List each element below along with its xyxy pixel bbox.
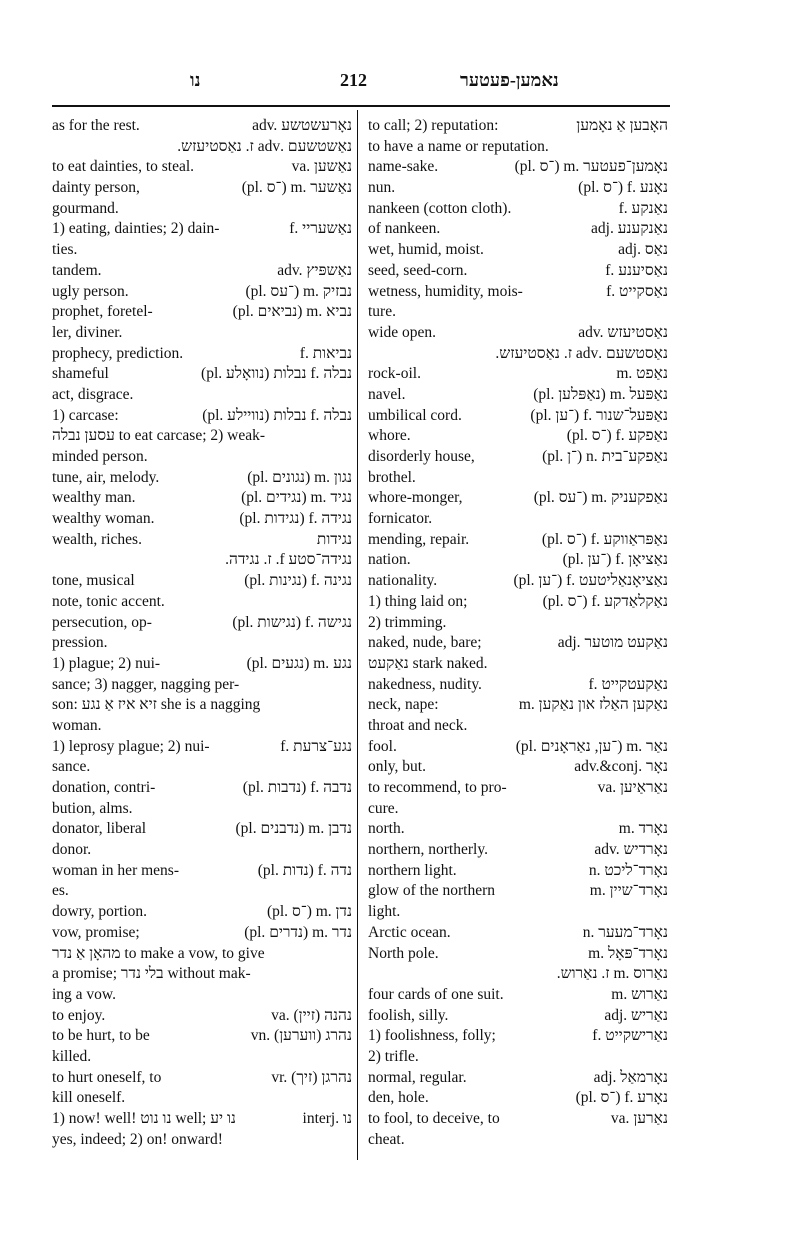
dictionary-line xyxy=(368,364,668,385)
dictionary-line xyxy=(368,302,668,323)
dictionary-line xyxy=(368,1088,668,1109)
entry-text: disorderly house, xyxy=(368,448,475,465)
right-column xyxy=(368,116,668,1150)
dictionary-line xyxy=(368,1130,668,1151)
dictionary-line xyxy=(368,840,668,861)
dictionary-line xyxy=(52,902,352,923)
dictionary-line xyxy=(368,426,668,447)
dictionary-line xyxy=(368,923,668,944)
dictionary-line xyxy=(52,282,352,303)
entry-text: son: זיא איז אַ נגע she is a nagging xyxy=(52,696,261,714)
entry-text: bution, alms. xyxy=(52,799,133,817)
headword: vn. (ווערען) נהרג xyxy=(250,1027,352,1045)
dictionary-line xyxy=(52,1130,352,1151)
entry-text: of nankeen. xyxy=(368,220,441,238)
dictionary-line xyxy=(368,654,668,675)
header-right: נאמען-פעטער xyxy=(460,70,559,90)
headword: (pl. ־ס) m. נאָמען־פעטער xyxy=(514,158,668,176)
entry-text: ture. xyxy=(368,303,396,321)
dictionary-line xyxy=(52,530,352,551)
entry-text: 2) trimming. xyxy=(368,613,447,631)
entry-text: 1) foolishness, folly; xyxy=(368,1027,496,1045)
entry-text: fool. xyxy=(368,737,397,755)
headword: (pl. ־ס) f. נאַפקע xyxy=(566,427,668,445)
entry-text: עסען נבלה to eat carcase; 2) weak- xyxy=(52,427,266,445)
headword: f. נאַסיענע xyxy=(605,261,668,279)
header-rule xyxy=(52,105,670,107)
dictionary-line xyxy=(52,592,352,613)
entry-text: mending, repair. xyxy=(368,530,470,548)
headword: va. (זיין) נהנה xyxy=(271,1006,352,1024)
entry-text: normal, regular. xyxy=(368,1068,467,1086)
dictionary-line xyxy=(52,1026,352,1047)
entry-text: to recommend, to pro- xyxy=(368,779,507,796)
headword: f. נביאות xyxy=(299,344,352,362)
dictionary-line xyxy=(368,737,668,758)
entry-text: wide open. xyxy=(368,323,437,341)
headword: (pl. נגינות) f. נגינה xyxy=(244,572,352,590)
headword: va. נאַרען xyxy=(610,1110,668,1127)
dictionary-line xyxy=(52,240,352,261)
entry-text: donation, contri- xyxy=(52,779,156,796)
dictionary-line xyxy=(368,509,668,530)
entry-text: minded person. xyxy=(52,448,148,465)
dictionary-line xyxy=(52,178,352,199)
entry-text: sance. xyxy=(52,758,91,776)
dictionary-line xyxy=(52,302,352,323)
entry-text: umbilical cord. xyxy=(368,406,462,424)
entry-text: to fool, to deceive, to xyxy=(368,1110,500,1127)
dictionary-line xyxy=(52,219,352,240)
headword: (pl. נגידים) m. נגיד xyxy=(241,489,352,507)
dictionary-line xyxy=(52,488,352,509)
dictionary-line xyxy=(52,406,352,427)
entry-text: ties. xyxy=(52,241,78,259)
headword: נגידות xyxy=(316,530,352,548)
entry-text: vow, promise; xyxy=(52,923,140,941)
entry-text: name-sake. xyxy=(368,158,439,176)
entry-text: 1) carcase: xyxy=(52,406,119,424)
entry-text: neck, nape: xyxy=(368,696,439,714)
dictionary-line xyxy=(368,757,668,778)
headword: נאַסטשעם .adv ז. נאַסטיעזש. xyxy=(495,344,668,362)
entry-text: wetness, humidity, mois- xyxy=(368,282,523,300)
entry-text: Arctic ocean. xyxy=(368,923,451,941)
dictionary-line xyxy=(52,985,352,1006)
dictionary-line xyxy=(368,716,668,737)
headword: interj. נו xyxy=(302,1110,352,1127)
headword: f. נאַקעטקייט xyxy=(588,675,668,693)
dictionary-line xyxy=(52,633,352,654)
dictionary-line xyxy=(368,488,668,509)
dictionary-line xyxy=(368,881,668,902)
dictionary-line xyxy=(368,323,668,344)
headword: (pl. נביאים) m. נביא xyxy=(232,303,352,321)
entry-text: seed, seed-corn. xyxy=(368,261,468,279)
entry-text: wet, humid, moist. xyxy=(368,241,484,259)
entry-text: 1) leprosy plague; 2) nui- xyxy=(52,737,210,755)
entry-text: woman in her mens- xyxy=(52,861,179,879)
headword: f. נאַנקע xyxy=(618,199,668,217)
entry-text: cure. xyxy=(368,799,399,817)
headword: (pl. ־ס) m. נדן xyxy=(266,903,352,921)
dictionary-line xyxy=(52,550,352,571)
entry-text: 1) eating, dainties; 2) dain- xyxy=(52,220,220,238)
entry-text: to be hurt, to be xyxy=(52,1027,150,1045)
dictionary-line xyxy=(368,1026,668,1047)
dictionary-line xyxy=(52,757,352,778)
dictionary-line xyxy=(52,944,352,965)
entry-text: ing a vow. xyxy=(52,985,116,1003)
entry-text: northern, northerly. xyxy=(368,841,488,859)
dictionary-line xyxy=(52,509,352,530)
entry-text: 1) thing laid on; xyxy=(368,592,468,610)
headword: adv. נאָרדיש xyxy=(594,841,668,859)
dictionary-line xyxy=(52,385,352,406)
headword: m. נאַרוש xyxy=(611,985,668,1003)
dictionary-line xyxy=(52,426,352,447)
entry-text: nakedness, nudity. xyxy=(368,675,482,693)
headword: (pl. ־ס) f. נאָרע xyxy=(575,1089,668,1107)
dictionary-line xyxy=(368,406,668,427)
headword: (pl. ־ס) f. נאַקלאַדקע xyxy=(542,592,668,610)
entry-text: rock-oil. xyxy=(368,365,421,383)
entry-text: northern light. xyxy=(368,861,457,879)
entry-text: note, tonic accent. xyxy=(52,592,165,610)
headword: va. נאַשען xyxy=(291,158,352,176)
entry-text: to have a name or reputation. xyxy=(368,137,549,155)
entry-text: nationality. xyxy=(368,572,438,590)
entry-text: to enjoy. xyxy=(52,1006,106,1024)
headword: (pl. ־ען, נאַראָנים) m. נאַר xyxy=(515,737,668,755)
headword: vr. (זיך) נהרגן xyxy=(271,1068,352,1086)
headword: f. נאַסקייט xyxy=(606,282,668,300)
entry-text: sance; 3) nagger, nagging per- xyxy=(52,675,240,693)
headword: (pl. ־ען) f. נאַפּעל־שנור xyxy=(530,406,668,424)
dictionary-line xyxy=(368,1109,668,1130)
entry-text: whore. xyxy=(368,427,411,445)
dictionary-line xyxy=(368,799,668,820)
entry-text: נאַקעט stark naked. xyxy=(368,654,488,672)
dictionary-line xyxy=(52,799,352,820)
entry-text: killed. xyxy=(52,1047,92,1065)
dictionary-line xyxy=(52,157,352,178)
entry-text: to eat dainties, to steal. xyxy=(52,158,195,176)
dictionary-line xyxy=(52,613,352,634)
headword: m. נאָרד xyxy=(618,820,668,838)
dictionary-line xyxy=(368,985,668,1006)
dictionary-line xyxy=(52,675,352,696)
entry-text: woman. xyxy=(52,716,102,734)
headword: adv.&conj. נאָר xyxy=(574,758,668,776)
entry-text: nankeen (cotton cloth). xyxy=(368,199,512,217)
dictionary-line xyxy=(52,861,352,882)
dictionary-line xyxy=(368,695,668,716)
headword: n. נאָרד־ליכט xyxy=(588,861,668,879)
dictionary-line xyxy=(368,550,668,571)
entry-text: wealth, riches. xyxy=(52,530,142,548)
entry-text: tandem. xyxy=(52,261,102,279)
headword: f. נאַרישקייט xyxy=(592,1027,668,1045)
entry-text: naked, nude, bare; xyxy=(368,634,482,652)
entry-text: donator, liberal xyxy=(52,820,147,838)
dictionary-line xyxy=(368,1047,668,1068)
headword: נאַרוס .m ז. נאַרוש. xyxy=(556,965,668,983)
entry-text: glow of the northern xyxy=(368,882,495,900)
dictionary-line xyxy=(52,695,352,716)
dictionary-line xyxy=(52,737,352,758)
headword: (pl. נדות) f. נדה xyxy=(257,861,352,879)
dictionary-line xyxy=(52,364,352,385)
entry-text: North pole. xyxy=(368,944,439,962)
dictionary-line xyxy=(368,571,668,592)
entry-text: 1) plague; 2) nui- xyxy=(52,654,161,672)
dictionary-line xyxy=(368,778,668,799)
dictionary-line xyxy=(368,1006,668,1027)
entry-text: prophecy, prediction. xyxy=(52,344,184,362)
dictionary-line xyxy=(368,157,668,178)
dictionary-line xyxy=(368,530,668,551)
dictionary-line xyxy=(52,447,352,468)
headword: (pl. ־ען) f. נאַציאָנאַליטעט xyxy=(513,572,668,590)
dictionary-line xyxy=(52,116,352,137)
dictionary-line xyxy=(368,468,668,489)
headword: (pl. ־עס) m. נבזיק xyxy=(245,282,352,300)
dictionary-line xyxy=(368,447,668,468)
dictionary-line xyxy=(368,592,668,613)
entry-text: fornicator. xyxy=(368,510,433,528)
headword: adj. נאָרמאַל xyxy=(593,1068,668,1086)
entry-text: pression. xyxy=(52,634,108,652)
entry-text: es. xyxy=(52,882,69,900)
dictionary-line xyxy=(368,219,668,240)
headword: n. נאָרד־מעער xyxy=(582,923,668,941)
entry-text: prophet, foretel- xyxy=(52,303,153,321)
dictionary-line xyxy=(52,1006,352,1027)
headword: (pl. נגעים) m. נגע xyxy=(246,654,352,672)
headword: (pl. ־ס) f. נאָנע xyxy=(578,179,668,197)
entry-text: persecution, op- xyxy=(52,613,152,631)
headword: נגידה־סטע f. ז. נגידה. xyxy=(225,551,352,569)
dictionary-line xyxy=(52,1088,352,1109)
dictionary-line xyxy=(368,137,668,158)
headword: (pl. ־ס) m. נאַשער xyxy=(241,179,352,197)
entry-text: as for the rest. xyxy=(52,117,140,134)
dictionary-line xyxy=(52,923,352,944)
entry-text: ugly person. xyxy=(52,282,129,300)
dictionary-line xyxy=(368,819,668,840)
dictionary-line xyxy=(368,1068,668,1089)
headword: m. נאַפט xyxy=(616,365,668,383)
headword: adv. נאַסטיעזש xyxy=(578,323,668,341)
headword: (pl. נדרים) m. נדר xyxy=(244,923,352,941)
entry-text: dainty person, xyxy=(52,179,140,197)
header-left: נו xyxy=(190,70,201,90)
entry-text: den, hole. xyxy=(368,1089,429,1107)
headword: m. נאָרד־שיין xyxy=(589,882,668,900)
headword: m. נאָרד־פּאָל xyxy=(588,944,668,962)
dictionary-line xyxy=(52,344,352,365)
entry-text: whore-monger, xyxy=(368,489,463,507)
dictionary-line xyxy=(52,137,352,158)
entry-text: tone, musical xyxy=(52,572,135,590)
headword: adj. נאַס xyxy=(618,241,668,259)
headword: (pl. ־ען) f. נאַציאָן xyxy=(562,551,668,569)
page-number: 212 xyxy=(340,70,367,90)
entry-text: four cards of one suit. xyxy=(368,985,504,1003)
headword: va. נאַראַיען xyxy=(597,779,668,796)
headword: adv. נאַשפּיץ xyxy=(277,261,352,279)
entry-text: nation. xyxy=(368,551,411,569)
entry-text: tune, air, melody. xyxy=(52,468,160,486)
headword: (pl. נדבות) f. נדבה xyxy=(242,779,352,796)
headword: (pl. נגישות) f. נגישה xyxy=(232,613,352,631)
dictionary-line xyxy=(52,840,352,861)
dictionary-line xyxy=(368,633,668,654)
entry-text: dowry, portion. xyxy=(52,903,147,921)
dictionary-line xyxy=(368,902,668,923)
dictionary-line xyxy=(368,613,668,634)
entry-text: foolish, silly. xyxy=(368,1006,449,1024)
dictionary-line xyxy=(368,675,668,696)
entry-text: nun. xyxy=(368,179,396,197)
headword: (pl. ־ן) n. נאַפקע־בית xyxy=(542,448,668,465)
dictionary-line xyxy=(52,716,352,737)
dictionary-line xyxy=(52,654,352,675)
headword: (pl. נדבנים) m. נדבן xyxy=(235,820,352,838)
dictionary-line xyxy=(368,861,668,882)
headword: adj. נאַנקענע xyxy=(591,220,668,238)
entry-text: yes, indeed; 2) on! onward! xyxy=(52,1130,223,1148)
entry-text: kill oneself. xyxy=(52,1089,126,1107)
headword: adv. נאָרעשטשע xyxy=(252,117,352,134)
headword: m. נאַקען האַלז און נאַקען xyxy=(518,696,668,714)
dictionary-line xyxy=(368,199,668,220)
headword: (pl. ־ס) f. נאַפּראַווקע xyxy=(541,530,668,548)
dictionary-line xyxy=(368,240,668,261)
entry-text: to hurt oneself, to xyxy=(52,1068,162,1086)
dictionary-line xyxy=(368,261,668,282)
headword: נאַשטשעם .adv ז. נאַסטיעזש. xyxy=(177,137,352,155)
dictionary-line xyxy=(368,385,668,406)
dictionary-line xyxy=(52,1068,352,1089)
entry-text: north. xyxy=(368,820,405,838)
entry-text: donor. xyxy=(52,841,92,859)
entry-text: cheat. xyxy=(368,1130,405,1148)
headword: (pl. ־עס) m. נאַפקעניק xyxy=(533,489,668,507)
entry-text: act, disgrace. xyxy=(52,385,134,403)
dictionary-line xyxy=(368,178,668,199)
entry-text: ler, diviner. xyxy=(52,323,123,341)
dictionary-line xyxy=(52,571,352,592)
left-column xyxy=(52,116,352,1150)
headword: (pl. נבלות (נוואָלע f. נבלה xyxy=(201,365,352,383)
entry-text: 2) trifle. xyxy=(368,1047,419,1065)
dictionary-line xyxy=(52,819,352,840)
entry-text: מהאָן אַ נדר to make a vow, to give xyxy=(52,944,265,962)
headword: האָבען אַ נאָמען xyxy=(576,117,668,134)
entry-text: wealthy man. xyxy=(52,489,136,507)
headword: (pl. נבלות (נוויילע f. נבלה xyxy=(202,406,352,424)
dictionary-line xyxy=(52,778,352,799)
dictionary-line xyxy=(368,344,668,365)
entry-text: shameful xyxy=(52,365,109,383)
dictionary-line xyxy=(52,1047,352,1068)
dictionary-line xyxy=(52,323,352,344)
dictionary-line xyxy=(368,944,668,965)
dictionary-line xyxy=(52,964,352,985)
dictionary-line xyxy=(52,261,352,282)
entry-text: only, but. xyxy=(368,758,426,776)
column-divider xyxy=(357,110,358,1160)
dictionary-line xyxy=(368,282,668,303)
dictionary-line xyxy=(52,468,352,489)
entry-text: 1) now! well! נו נוט well; נו יע xyxy=(52,1110,236,1127)
entry-text: to call; 2) reputation: xyxy=(368,117,499,134)
dictionary-line xyxy=(52,881,352,902)
entry-text: throat and neck. xyxy=(368,716,468,734)
dictionary-line xyxy=(368,116,668,137)
headword: (pl. נגידות) f. נגידה xyxy=(239,510,352,528)
headword: (pl. נגונים) m. נגון xyxy=(247,468,352,486)
dictionary-line xyxy=(52,199,352,220)
headword: adj. נאַריש xyxy=(604,1006,668,1024)
headword: f. נאַשעריי xyxy=(289,220,352,238)
entry-text: a promise; בלי נדר without mak- xyxy=(52,965,251,983)
dictionary-line xyxy=(52,1109,352,1130)
entry-text: wealthy woman. xyxy=(52,510,155,528)
entry-text: light. xyxy=(368,903,401,921)
entry-text: brothel. xyxy=(368,468,416,486)
headword: (pl. נאַפּלען) m. נאַפּעל xyxy=(533,385,668,403)
entry-text: gourmand. xyxy=(52,199,119,217)
headword: adj. נאַקעט מוטער xyxy=(557,634,668,652)
entry-text: navel. xyxy=(368,385,406,403)
headword: f. נגע־צרעת xyxy=(280,737,352,755)
dictionary-line xyxy=(368,964,668,985)
